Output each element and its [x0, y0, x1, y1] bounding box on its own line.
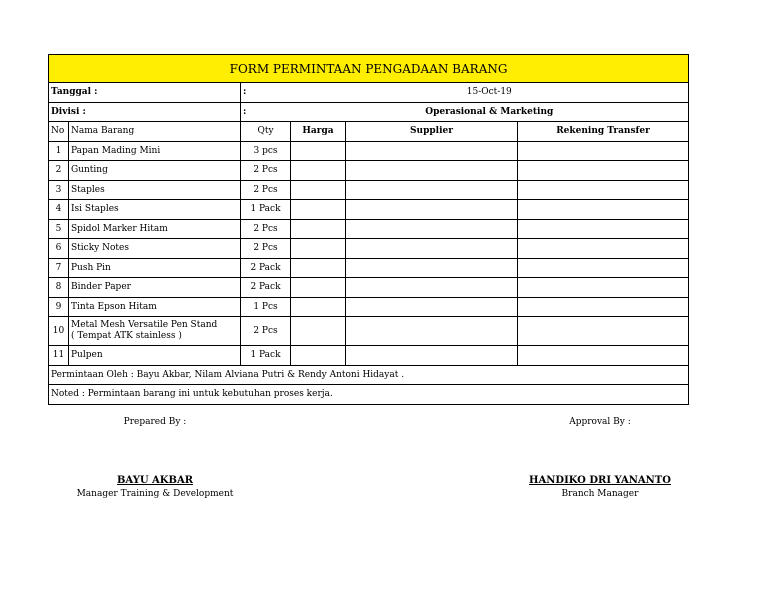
row-nama-barang: Push Pin: [69, 258, 241, 278]
divisi-colon: :: [241, 102, 291, 122]
prepared-by-label: Prepared By :: [123, 417, 187, 427]
row-qty: 2 Pcs: [241, 317, 291, 346]
row-supplier: [346, 258, 518, 278]
row-rekening: [518, 219, 689, 239]
table-row: [49, 297, 689, 317]
table-row: [49, 200, 689, 220]
approval-by-label: Approval By :: [569, 417, 631, 427]
row-supplier: [346, 317, 518, 346]
table-row: [49, 161, 689, 181]
row-qty: 2 Pack: [241, 258, 291, 278]
row-no: 4: [49, 200, 69, 220]
row-harga: [291, 200, 346, 220]
permintaan-oleh: Permintaan Oleh : Bayu Akbar, Nilam Alviana Putri & Rendy Antoni Hidayat .: [49, 365, 689, 385]
row-no: 6: [49, 239, 69, 259]
row-supplier: [346, 200, 518, 220]
row-nama-line1: Metal Mesh Versatile Pen Stand: [71, 320, 218, 330]
table-row: [49, 180, 689, 200]
row-supplier: [346, 219, 518, 239]
row-rekening: [518, 258, 689, 278]
row-qty: 2 Pack: [241, 278, 291, 298]
row-qty: 2 Pcs: [241, 239, 291, 259]
row-nama-barang: [69, 317, 241, 346]
divisi-value: Operasional & Marketing: [291, 102, 689, 122]
row-nama-barang: Tinta Epson Hitam: [69, 297, 241, 317]
row-rekening: [518, 239, 689, 259]
noted: Noted : Permintaan barang ini untuk kebutuhan proses kerja.: [49, 385, 689, 405]
row-rekening: [518, 180, 689, 200]
table-row: [49, 346, 689, 366]
header-harga: Harga: [291, 122, 346, 142]
table-row: [49, 219, 689, 239]
row-rekening: [518, 200, 689, 220]
row-harga: [291, 278, 346, 298]
row-no: 7: [49, 258, 69, 278]
row-qty: 1 Pcs: [241, 297, 291, 317]
tanggal-label: Tanggal :: [49, 83, 241, 103]
row-nama-barang: Binder Paper: [69, 278, 241, 298]
approval-title: Branch Manager: [561, 489, 639, 499]
row-nama-line2: ( Tempat ATK stainless ): [71, 331, 182, 341]
table-row: [49, 141, 689, 161]
row-qty: 2 Pcs: [241, 219, 291, 239]
row-qty: 1 Pack: [241, 200, 291, 220]
row-nama-barang: Staples: [69, 180, 241, 200]
header-qty: Qty: [241, 122, 291, 142]
row-rekening: [518, 161, 689, 181]
row-qty: 2 Pcs: [241, 180, 291, 200]
row-harga: [291, 317, 346, 346]
row-harga: [291, 180, 346, 200]
table-row: [49, 278, 689, 298]
row-harga: [291, 219, 346, 239]
row-harga: [291, 346, 346, 366]
row-rekening: [518, 317, 689, 346]
form-title: FORM PERMINTAAN PENGADAAN BARANG: [49, 55, 689, 83]
row-nama-barang: Isi Staples: [69, 200, 241, 220]
prepared-signature: [55, 475, 255, 499]
header-supplier: Supplier: [346, 122, 518, 142]
row-rekening: [518, 141, 689, 161]
row-supplier: [346, 141, 518, 161]
row-qty: 1 Pack: [241, 346, 291, 366]
form-table: [48, 54, 689, 405]
row-supplier: [346, 161, 518, 181]
row-supplier: [346, 239, 518, 259]
row-harga: [291, 141, 346, 161]
row-supplier: [346, 346, 518, 366]
row-no: 1: [49, 141, 69, 161]
row-rekening: [518, 346, 689, 366]
prepared-name: BAYU AKBAR: [116, 475, 194, 486]
table-row: [49, 258, 689, 278]
table-row: [49, 239, 689, 259]
table-header: [49, 122, 689, 142]
row-no: 8: [49, 278, 69, 298]
row-harga: [291, 258, 346, 278]
row-nama-barang: Gunting: [69, 161, 241, 181]
row-supplier: [346, 297, 518, 317]
row-no: 10: [49, 317, 69, 346]
row-nama-barang: Pulpen: [69, 346, 241, 366]
header-rekening-transfer: Rekening Transfer: [518, 122, 689, 142]
header-nama-barang: Nama Barang: [69, 122, 241, 142]
prepared-title: Manager Training & Development: [76, 489, 234, 499]
row-harga: [291, 239, 346, 259]
row-no: 3: [49, 180, 69, 200]
approval-name: HANDIKO DRI YANANTO: [529, 475, 671, 486]
divisi-label: Divisi :: [49, 102, 241, 122]
row-no: 9: [49, 297, 69, 317]
row-qty: 2 Pcs: [241, 161, 291, 181]
row-harga: [291, 161, 346, 181]
approval-signature: [500, 475, 700, 499]
row-nama-barang: Sticky Notes: [69, 239, 241, 259]
table-row: [49, 317, 689, 346]
row-harga: [291, 297, 346, 317]
row-no: 2: [49, 161, 69, 181]
row-rekening: [518, 297, 689, 317]
header-no: No: [49, 122, 69, 142]
row-supplier: [346, 278, 518, 298]
row-nama-barang: Spidol Marker Hitam: [69, 219, 241, 239]
row-no: 11: [49, 346, 69, 366]
row-rekening: [518, 278, 689, 298]
row-qty: 3 pcs: [241, 141, 291, 161]
tanggal-colon: :: [241, 83, 291, 103]
row-supplier: [346, 180, 518, 200]
row-no: 5: [49, 219, 69, 239]
tanggal-value: 15-Oct-19: [291, 83, 689, 103]
row-nama-barang: Papan Mading Mini: [69, 141, 241, 161]
request-form: [48, 54, 688, 405]
